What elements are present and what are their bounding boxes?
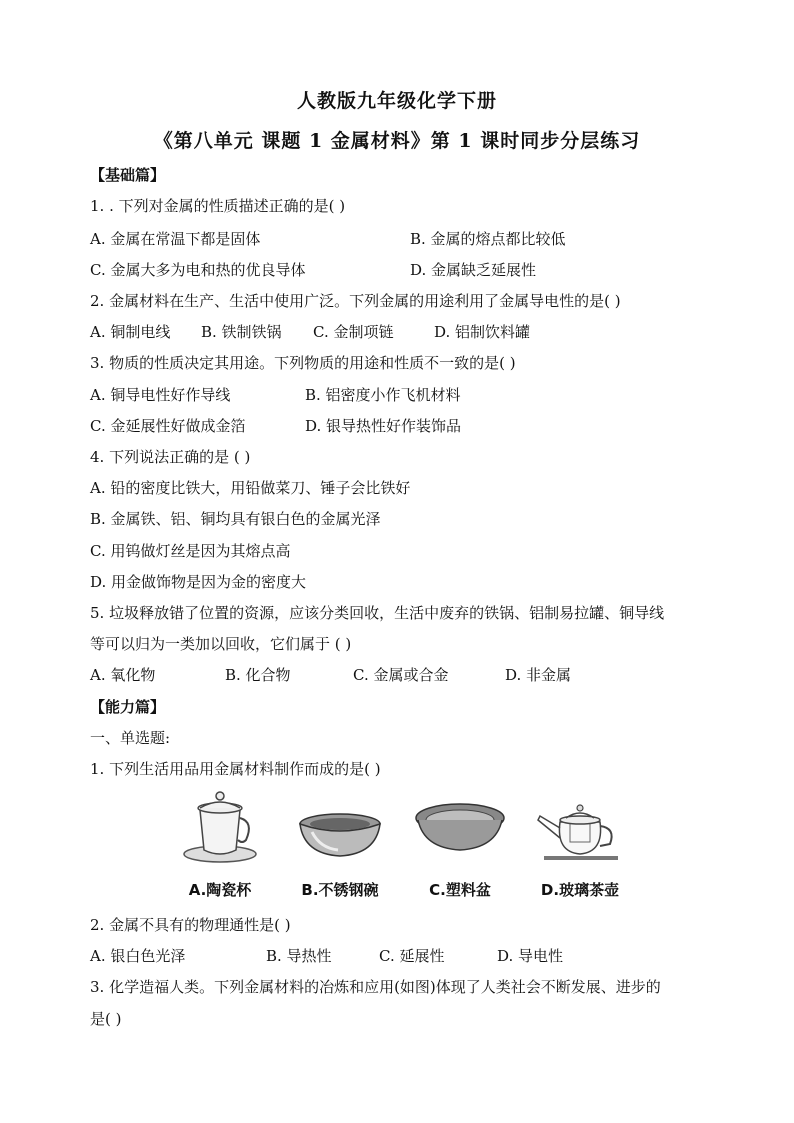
- option-b: B. 导热性: [266, 947, 332, 965]
- option-d: D. 金属缺乏延展性: [410, 261, 537, 279]
- question-stem: 1. 下列生活用品用金属材料制作而成的是( ): [90, 760, 381, 778]
- part-heading: 一、单选题:: [90, 729, 171, 747]
- question-stem: 2. 金属不具有的物理通性是( ): [90, 916, 291, 934]
- page-title: 人教版九年级化学下册: [296, 90, 497, 112]
- option-d: D. 用金做饰物是因为金的密度大: [90, 573, 307, 591]
- option-d: D. 银导热性好作装饰品: [305, 417, 462, 435]
- section-heading-basic: 【基础篇】: [90, 166, 166, 184]
- question-stem: 3. 物质的性质决定其用途。下列物质的用途和性质不一致的是( ): [90, 354, 516, 372]
- option-b: B. 金属铁、铝、铜均具有银白色的金属光泽: [90, 510, 381, 528]
- question-stem: 4. 下列说法正确的是 ( ): [90, 448, 251, 466]
- option-b: B. 铁制铁锅: [201, 323, 282, 341]
- ceramic-cup-icon: [170, 788, 270, 868]
- option-c: C. 金属大多为电和热的优良导体: [90, 261, 306, 279]
- figure-item-d: [520, 788, 640, 900]
- question-stem: 2. 金属材料在生产、生活中使用广泛。下列金属的用途利用了金属导电性的是( ): [90, 292, 621, 310]
- option-c: C. 金属或合金: [353, 666, 449, 684]
- figure-item-a: [160, 788, 280, 900]
- question-stem: 3. 化学造福人类。下列金属材料的冶炼和应用(如图)体现了人类社会不断发展、进步的: [90, 978, 661, 996]
- figure-item-b: [280, 788, 400, 900]
- option-c: C. 延展性: [379, 947, 445, 965]
- question-stem-cont: 是( ): [90, 1010, 122, 1028]
- option-a: A. 氧化物: [90, 666, 156, 684]
- question-stem: 5. 垃圾释放错了位置的资源，应该分类回收，生活中废弃的铁锅、铝制易拉罐、铜导线: [90, 604, 665, 622]
- option-d: D. 非金属: [505, 666, 572, 684]
- section-heading-ability: 【能力篇】: [90, 698, 166, 716]
- option-b: B. 铝密度小作飞机材料: [305, 386, 461, 404]
- option-c: C. 金制项链: [313, 323, 394, 341]
- option-d: D. 铝制饮料罐: [434, 323, 531, 341]
- option-a: A. 金属在常温下都是固体: [90, 230, 261, 248]
- steel-bowl-icon: [290, 788, 390, 868]
- option-c: C. 用钨做灯丝是因为其熔点高: [90, 542, 291, 560]
- option-a: A. 铜导电性好作导线: [90, 386, 231, 404]
- question-stem: 1. . 下列对金属的性质描述正确的是( ): [90, 197, 346, 215]
- option-c: C. 金延展性好做成金箔: [90, 417, 246, 435]
- question-stem-cont: 等可以归为一类加以回收，它们属于 ( ): [90, 635, 352, 653]
- option-a: A. 铅的密度比铁大，用铅做菜刀、锤子会比铁好: [90, 479, 411, 497]
- glass-teapot-icon: [530, 788, 630, 868]
- question-figure: [160, 788, 640, 900]
- figure-caption-b: B.不锈钢碗: [301, 881, 379, 899]
- option-d: D. 导电性: [497, 947, 564, 965]
- figure-item-c: [400, 788, 520, 900]
- option-b: B. 金属的熔点都比较低: [410, 230, 566, 248]
- option-b: B. 化合物: [225, 666, 291, 684]
- figure-caption-c: C.塑料盆: [429, 881, 491, 899]
- figure-caption-d: D.玻璃茶壶: [540, 881, 620, 899]
- option-a: A. 银白色光泽: [90, 947, 186, 965]
- option-a: A. 铜制电线: [90, 323, 171, 341]
- figure-caption-a: A.陶瓷杯: [188, 881, 252, 899]
- page-subtitle: 《第八单元 课题 1 金属材料》第 1 课时同步分层练习: [153, 130, 641, 152]
- plastic-basin-icon: [410, 788, 510, 868]
